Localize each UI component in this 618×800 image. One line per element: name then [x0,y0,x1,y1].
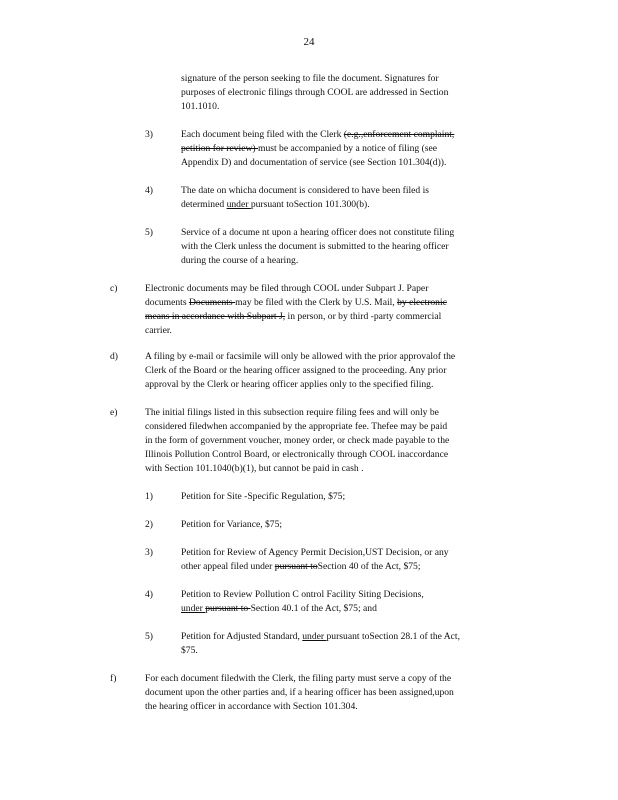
text-line: For each document filedwith the Clerk, the filing party must serve a copy of the [145,673,452,684]
text-line: 101.1010. [181,101,220,112]
struck-text: petition for review) [181,143,258,154]
text-line: The date on whicha document is considered to have been filed is [181,185,430,196]
text-line: with Section 101.1040(b)(1), but cannot be paid in cash . [145,463,364,474]
text-run: pursuant toSection 28.1 of the Act, [326,631,460,642]
text-line: signature of the person seeking to file the document. Signatures for [181,73,439,84]
text-run: other appeal filed under [181,561,275,572]
text-run: Section 40 of the Act, $75; [317,561,421,572]
text-run: in person, or by third -party commercial [285,311,442,322]
text-line: in the form of government voucher, money order, or check made payable to the [145,435,450,446]
text-line: Clerk of the Board or the hearing officer assigned to the proceeding. Any prior [145,365,447,376]
list-marker: 3) [145,129,153,140]
struck-text: pursuant to [205,603,251,614]
underlined-text: under [302,631,327,642]
section-marker: f) [110,673,117,684]
text-run: determined [181,199,227,210]
text-line [145,310,447,324]
list-marker: 1) [145,491,153,502]
text-run: Each document being filed with the Clerk [181,129,344,140]
text-run: documents [145,297,189,308]
section-marker: c) [110,283,118,294]
underlined-text: under [181,603,206,614]
struck-text: (e.g.,enforcement complaint, [343,129,455,140]
list-marker: 4) [145,589,153,600]
section-c [145,282,447,338]
text-line: Appendix D) and documentation of service (see Section 101.304(d)). [181,157,447,168]
text-run: Section 40.1 of the Act, $75; and [250,603,377,614]
continuation-paragraph [181,72,448,114]
section-marker: e) [110,407,118,418]
section-e [145,406,449,476]
section-f [145,672,454,714]
fee-item-4 [181,588,424,616]
text-line: carrier. [145,325,172,336]
text-line: the hearing officer in accordance with Section 101.304. [145,701,358,712]
text-line [181,198,429,212]
fee-item-5 [181,630,460,658]
text-line: The initial filings listed in this subsection require filing fees and will only be [145,407,439,418]
text-line: $75. [181,645,198,656]
text-run: must be accompanied by a notice of filing (see [258,143,438,154]
underlined-text: under [226,199,251,210]
list-item-4 [181,184,429,212]
struck-text: pursuant to [274,561,318,572]
text-line [181,630,460,644]
text-line [181,560,449,574]
text-line: document upon the other parties and, if a hearing officer has been assigned,upon [145,687,454,698]
fee-item-1 [181,490,345,504]
text-line: with the Clerk unless the document is submitted to the hearing officer [181,241,449,252]
list-marker: 2) [145,519,153,530]
text-line: during the course of a hearing. [181,255,299,266]
struck-text: means in accordance with Subpart J, [145,311,286,322]
fee-item-3 [181,546,449,574]
page-number: 24 [303,36,315,48]
list-marker: 3) [145,547,153,558]
text-line: Petition for Site -Specific Regulation, $75; [181,491,346,502]
list-marker: 4) [145,185,153,196]
text-line: approval by the Clerk or hearing officer applies only to the specified filing. [145,379,434,390]
list-item-3 [181,128,454,170]
fee-item-2 [181,518,282,532]
text-line: Service of a docume nt upon a hearing officer does not constitute filing [181,227,455,238]
struck-text: Documents [188,297,236,308]
text-run: may be filed with the Clerk by U.S. Mail, [235,297,398,308]
text-line [181,128,454,142]
text-line: Petition to Review Pollution C ontrol Facility Siting Decisions, [181,589,424,600]
text-line: Petition for Variance, $75; [181,519,283,530]
text-line: Illinois Pollution Control Board, or electronically through COOL inaccordance [145,449,449,460]
text-line: Electronic documents may be filed through COOL under Subpart J. Paper [145,283,429,294]
text-line: A filing by e-mail or facsimile will only be allowed with the prior approvalof the [145,351,456,362]
section-d [145,350,455,392]
list-item-5 [181,226,454,268]
text-line [181,142,454,156]
text-run: Petition for Adjusted Standard, [181,631,303,642]
section-marker: d) [110,351,118,362]
list-marker: 5) [145,227,153,238]
text-line [181,602,424,616]
list-marker: 5) [145,631,153,642]
struck-text: by electronic [397,297,447,308]
text-line: Petition for Review of Agency Permit Decision,UST Decision, or any [181,547,449,558]
text-line: considered filedwhen accompanied by the appropriate fee. Thefee may be paid [145,421,448,432]
text-line: purposes of electronic filings through COOL are addressed in Section [181,87,449,98]
text-line [145,296,447,310]
text-run: pursuant toSection 101.300(b). [250,199,370,210]
